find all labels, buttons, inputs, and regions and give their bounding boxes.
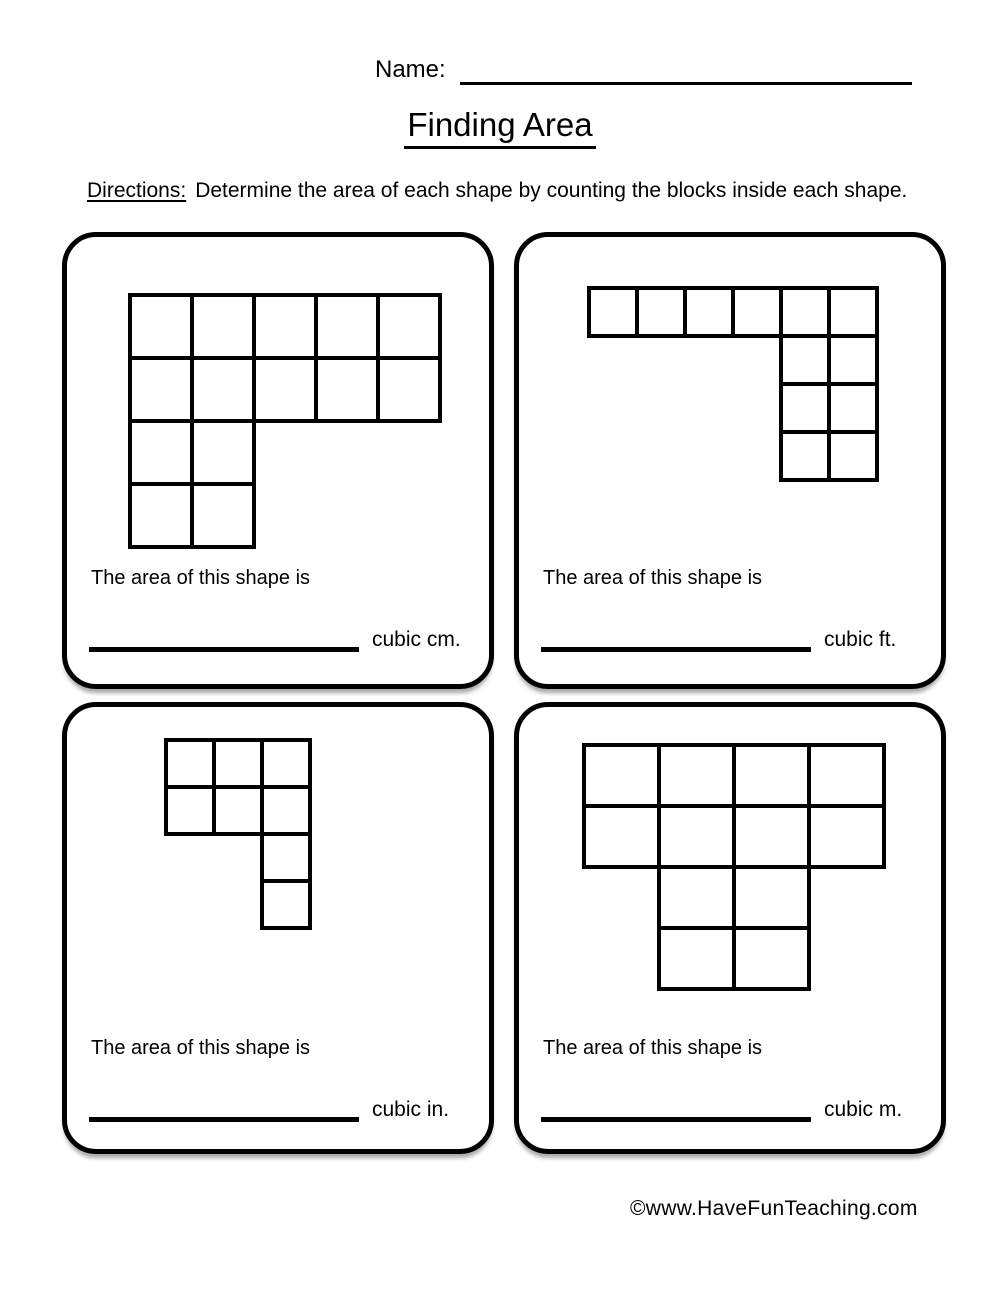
grid-block	[683, 286, 735, 338]
grid-block	[252, 293, 318, 360]
grid-block	[779, 382, 831, 434]
grid-block	[128, 293, 194, 360]
problem-panel-3	[62, 702, 494, 1154]
grid-block	[128, 482, 194, 549]
grid-block	[807, 743, 886, 808]
grid-block	[732, 865, 811, 930]
unit-label: cubic in.	[372, 1097, 450, 1121]
grid-block	[827, 334, 879, 386]
answer-row	[541, 623, 896, 652]
grid-block	[260, 832, 312, 883]
grid-block	[657, 743, 736, 808]
grid-block	[827, 382, 879, 434]
answer-blank-line[interactable]	[89, 1093, 359, 1122]
answer-row	[541, 1093, 902, 1122]
answer-blank-line[interactable]	[541, 623, 811, 652]
grid-block	[657, 804, 736, 869]
name-blank-line[interactable]	[460, 54, 912, 85]
title-wrap	[0, 106, 1000, 149]
grid-block	[252, 356, 318, 423]
grid-block	[779, 286, 831, 338]
grid-block	[212, 785, 264, 836]
area-prompt: The area of this shape is	[91, 567, 311, 589]
grid-block	[582, 804, 661, 869]
grid-block	[190, 293, 256, 360]
grid-block	[190, 356, 256, 423]
grid-block	[732, 804, 811, 869]
area-prompt: The area of this shape is	[543, 567, 763, 589]
grid-block	[164, 738, 216, 789]
name-row	[375, 54, 912, 85]
grid-block	[827, 430, 879, 482]
grid-block	[260, 879, 312, 930]
name-label: Name:	[375, 56, 446, 84]
grid-block	[779, 430, 831, 482]
grid-block	[587, 286, 639, 338]
problem-panel-4	[514, 702, 946, 1154]
problem-panel-1	[62, 232, 494, 689]
footer-credit: ©www.HaveFunTeaching.com	[630, 1197, 918, 1220]
grid-block	[582, 743, 661, 808]
answer-blank-line[interactable]	[541, 1093, 811, 1122]
directions	[87, 177, 927, 206]
area-prompt: The area of this shape is	[91, 1037, 311, 1059]
unit-label: cubic ft.	[824, 627, 897, 651]
grid-block	[732, 926, 811, 991]
grid-block	[190, 419, 256, 486]
grid-block	[314, 293, 380, 360]
grid-block	[779, 334, 831, 386]
answer-row	[89, 1093, 449, 1122]
grid-block	[807, 804, 886, 869]
unit-label: cubic m.	[824, 1097, 903, 1121]
grid-block	[657, 926, 736, 991]
grid-block	[827, 286, 879, 338]
directions-text: Determine the area of each shape by counting the blocks inside each shape.	[195, 179, 908, 202]
answer-row	[89, 623, 461, 652]
unit-label: cubic cm.	[372, 627, 461, 651]
grid-block	[376, 293, 442, 360]
grid-block	[731, 286, 783, 338]
grid-block	[260, 738, 312, 789]
directions-label: Directions:	[87, 179, 187, 202]
grid-block	[212, 738, 264, 789]
grid-block	[260, 785, 312, 836]
grid-block	[635, 286, 687, 338]
grid-block	[314, 356, 380, 423]
problem-panel-2	[514, 232, 946, 689]
grid-block	[376, 356, 442, 423]
grid-block	[190, 482, 256, 549]
grid-block	[164, 785, 216, 836]
answer-blank-line[interactable]	[89, 623, 359, 652]
grid-block	[128, 356, 194, 423]
page-title: Finding Area	[404, 106, 595, 149]
grid-block	[128, 419, 194, 486]
area-prompt: The area of this shape is	[543, 1037, 763, 1059]
grid-block	[657, 865, 736, 930]
grid-block	[732, 743, 811, 808]
